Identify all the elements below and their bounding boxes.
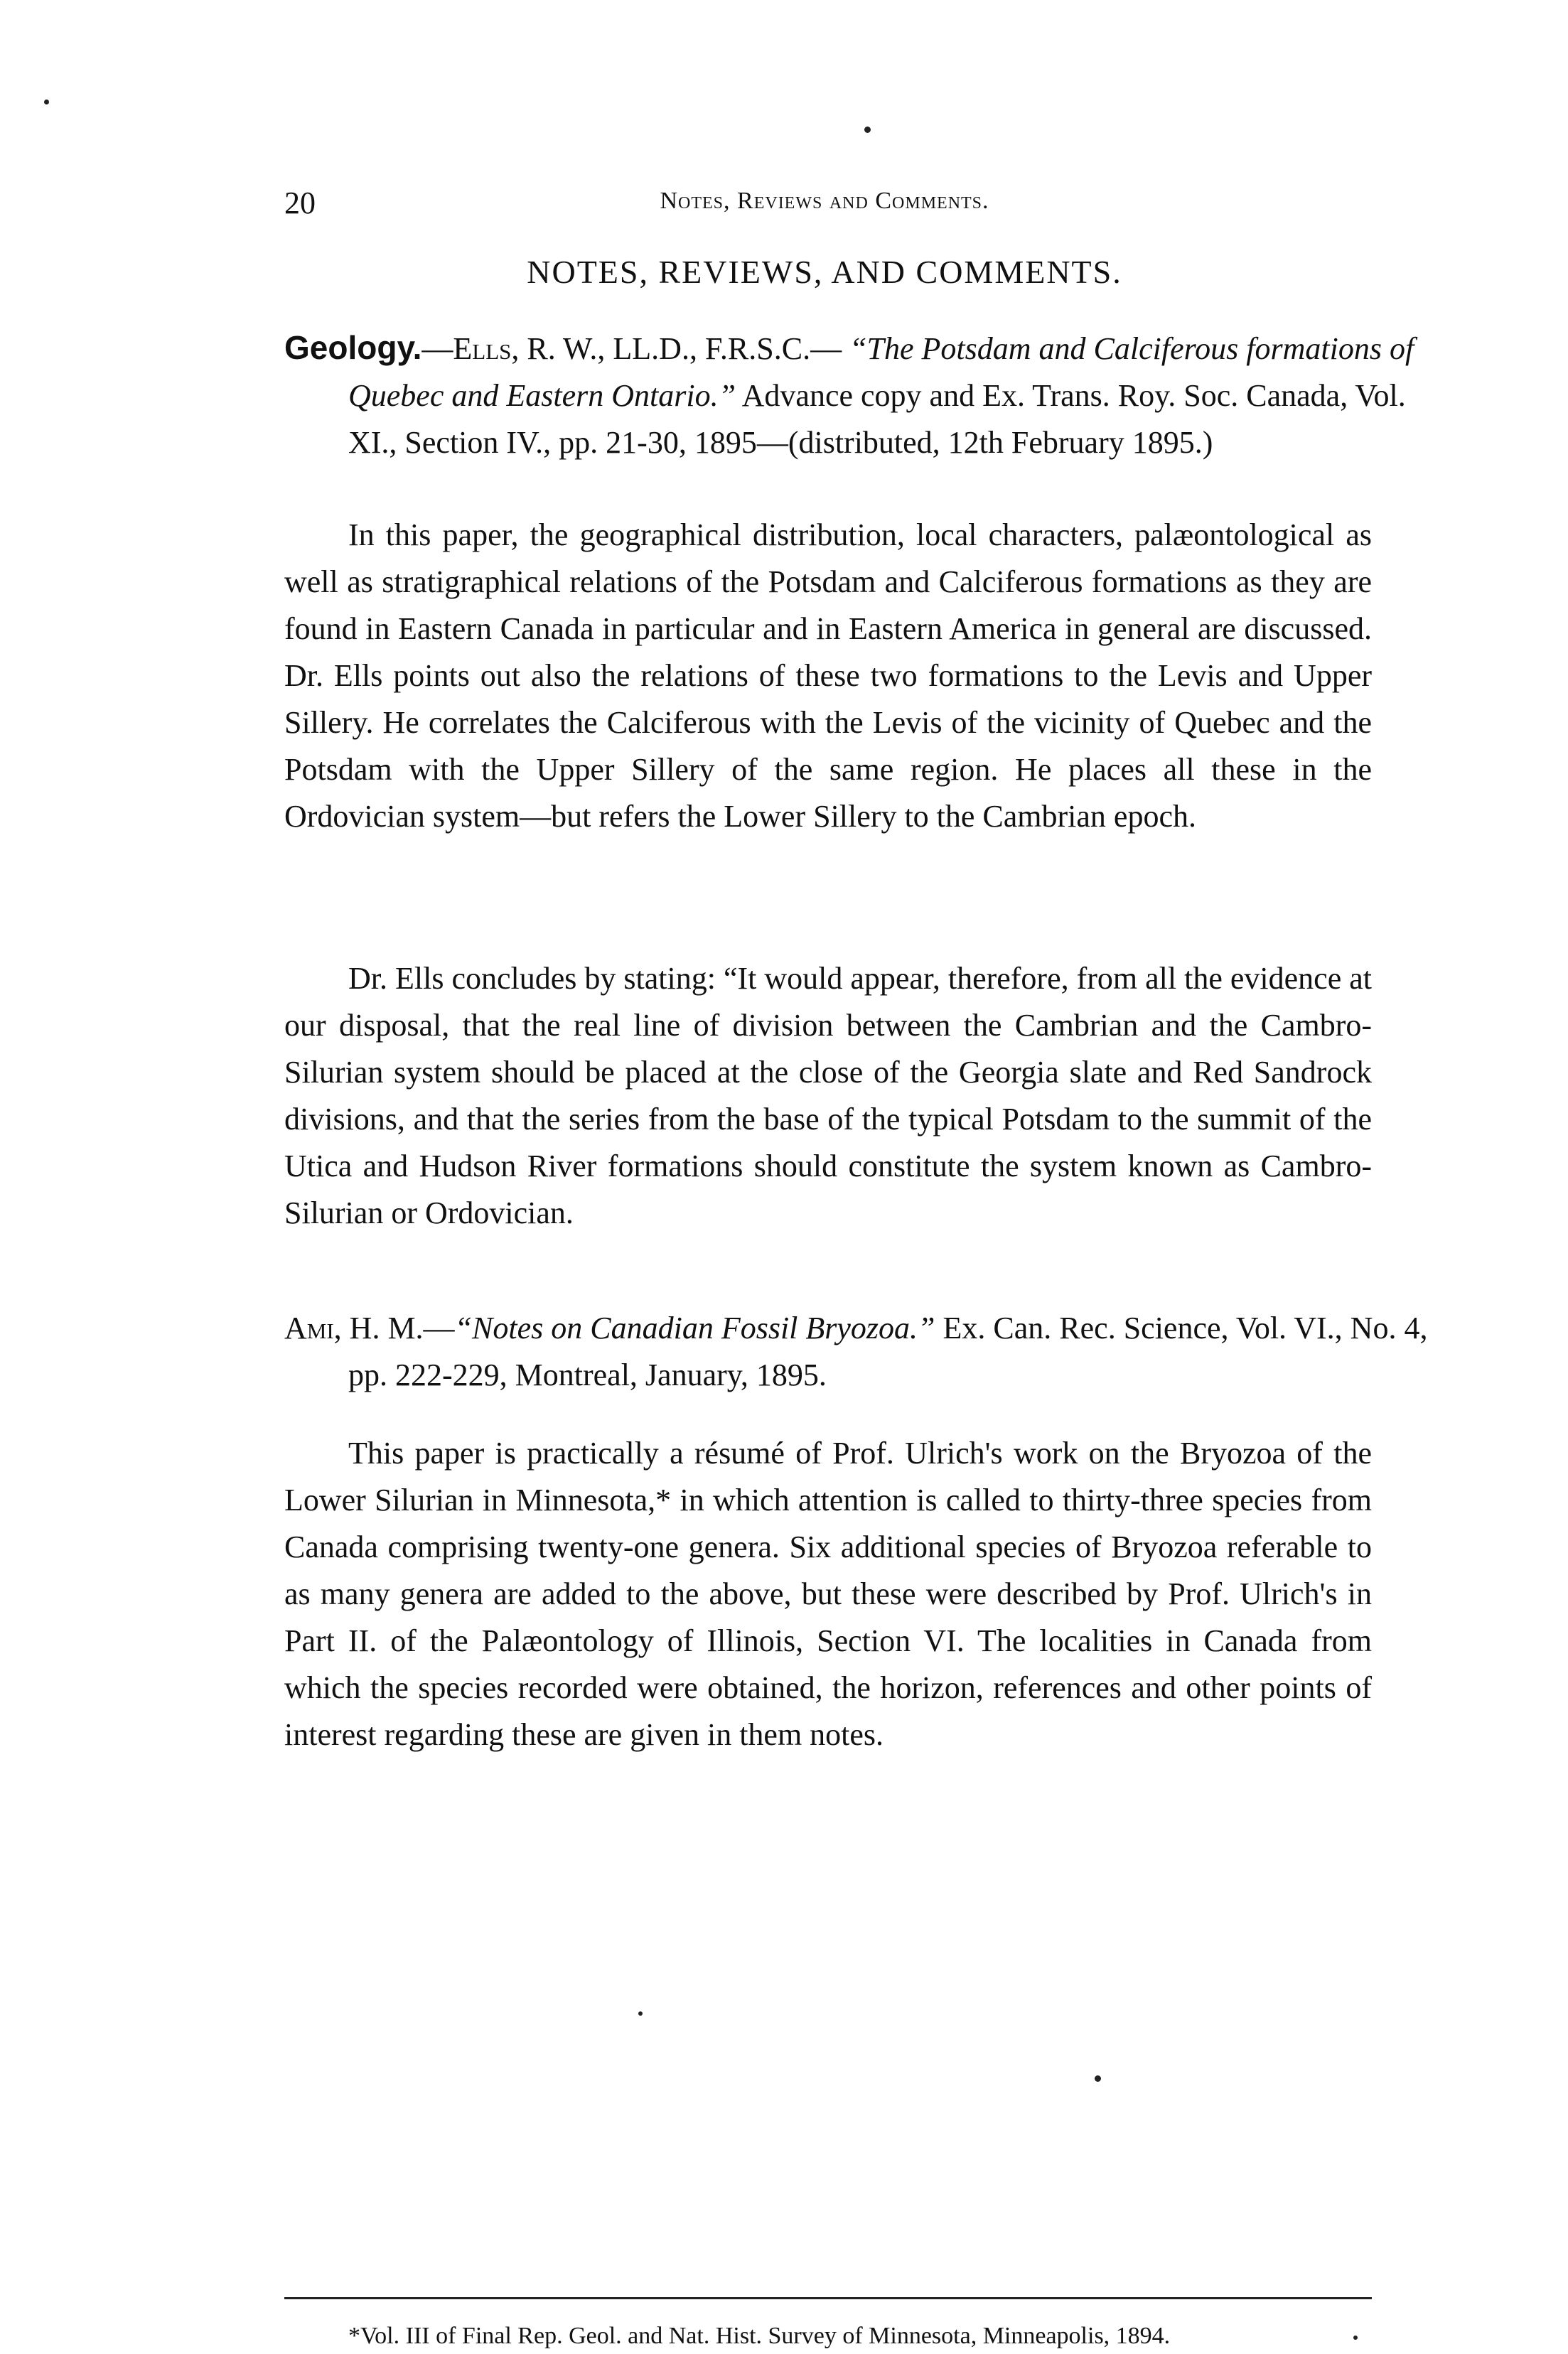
footnote-rule [284,2297,1372,2299]
entry-heading-ami [284,1305,1436,1399]
entry-citation: Ex. Can. Rec. Science, Vol. VI., No. 4, pp. 222-229, Montreal, January, 1895. [348,1311,1428,1392]
page-number: 20 [284,186,316,220]
scan-speck [638,2011,643,2016]
footnote: *Vol. III of Final Rep. Geol. and Nat. Hist. Survey of Minnesota, Minneapolis, 1894. [348,2323,1171,2349]
running-head [284,185,1365,227]
entry-author: —Ells, R. W., LL.D., F.R.S.C.— [421,331,842,366]
entry-citation: Advance copy and Ex. Trans. Roy. Soc. Canada, Vol. XI., Section IV., pp. 21-30, 1895—(distributed, 12th February 1895.) [348,378,1406,460]
paragraph: In this paper, the geographical distribution, local characters, palæontological as well as stratigraphical relations of the Potsdam and Calciferous formations as they are found in Eastern Canada in particular and in Eastern America in general are discussed. Dr. Ells points out also the relations of these two formations to the Levis and Upper Sillery. He correlates the Calciferous with the Levis of the vicinity of Quebec and the Potsdam with the Upper Sillery of the same region. He places all these in the Ordovician system—but refers the Lower Sillery to the Cambrian epoch. [284,517,1372,834]
paragraph: This paper is practically a résumé of Prof. Ulrich's work on the Bryozoa of the Lower Silurian in Minnesota,* in which attention is called to thirty-three species from Canada comprising twenty-one genera. Six additional species of Bryozoa referable to as many genera are added to the above, but these were described by Prof. Ulrich's in Part II. of the Palæontology of Illinois, Section VI. The localities in Canada from which the species recorded were obtained, the horizon, references and other points of interest regarding these are given in them notes. [284,1436,1372,1752]
paragraph: Dr. Ells concludes by stating: “It would appear, therefore, from all the evidence at our disposal, that the real line of division between the Cambrian and the Cambro-Silurian system should be placed at the close of the Georgia slate and Red Sandrock divisions, and that the series from the base of the typical Potsdam to the summit of the Utica and Hudson River formations should constitute the system known as Cambro-Silurian or Ordovician. [284,961,1372,1230]
entry-author: Ami, H. M.— [284,1311,455,1345]
entry-lead-word: Geology. [284,329,422,366]
scan-speck [864,127,871,133]
scan-speck [44,100,49,104]
scan-speck [1353,2336,1358,2340]
section-title: NOTES, REVIEWS, AND COMMENTS. [527,254,1122,290]
entry-title: “The Potsdam and Calciferous formations of Quebec and Eastern Ontario.” [348,331,1414,413]
entry-title: “Notes on Canadian Fossil Bryozoa.” [454,1311,935,1345]
entry-heading-ells [284,324,1436,466]
scan-speck [1095,2075,1101,2082]
running-title: Notes, Reviews and Comments. [660,188,989,214]
